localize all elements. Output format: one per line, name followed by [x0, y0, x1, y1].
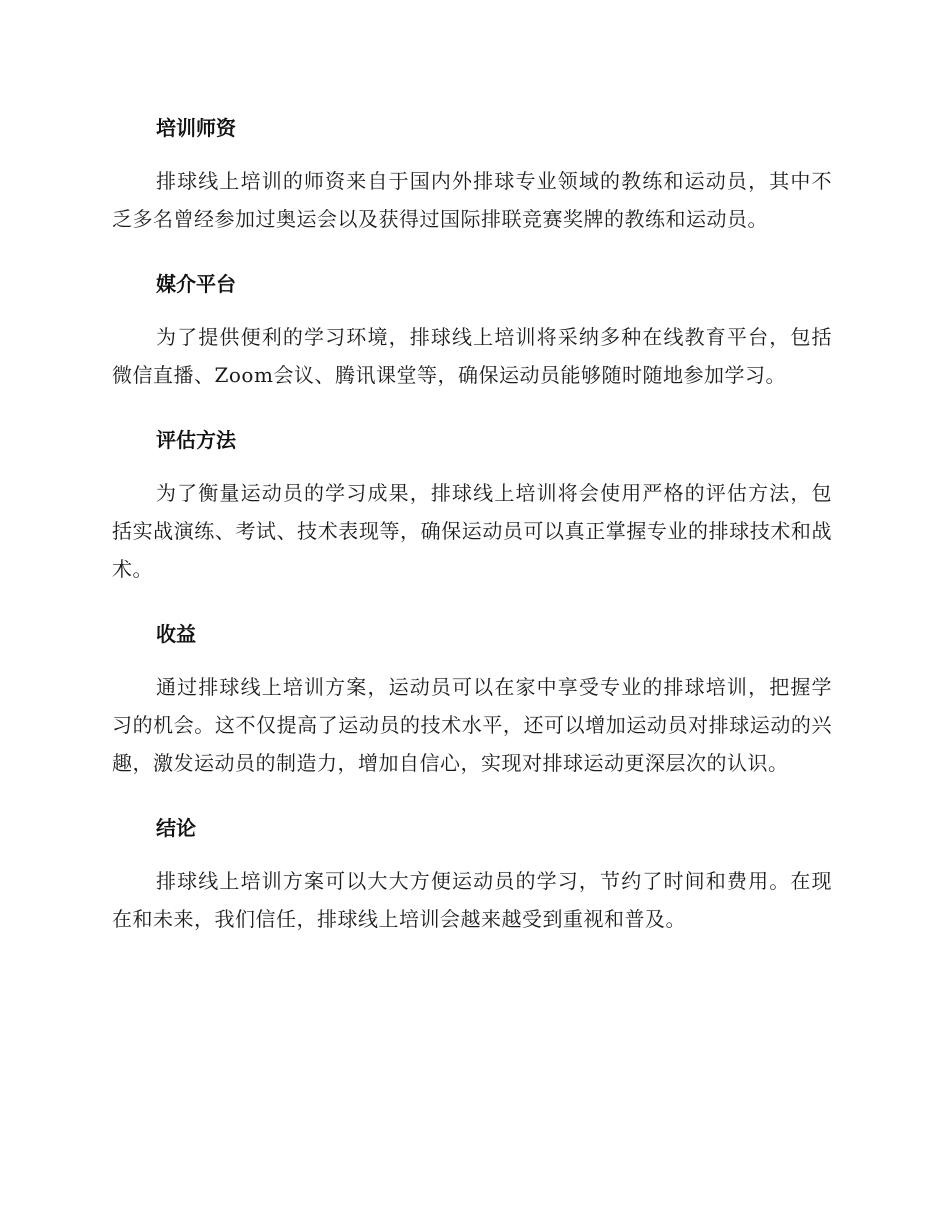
section-teachers	[112, 104, 832, 238]
section-benefits	[112, 610, 832, 782]
section-platform	[112, 260, 832, 394]
section-conclusion	[112, 804, 832, 938]
document-content	[112, 104, 832, 960]
section-paragraph: 排球线上培训的师资来自于国内外排球专业领域的教练和运动员，其中不乏多名曾经参加过奥运会以及获得过国际排联竞赛奖牌的教练和运动员。	[112, 169, 832, 231]
section-paragraph: 通过排球线上培训方案，运动员可以在家中享受专业的排球培训，把握学习的机会。这不仅提高了运动员的技术水平，还可以增加运动员对排球运动的兴趣，激发运动员的制造力，增加自信心，实现对排球运动更深层次的认识。	[112, 675, 832, 775]
section-evaluation	[112, 416, 832, 588]
section-heading: 评估方法	[156, 428, 236, 452]
section-heading: 媒介平台	[156, 272, 236, 296]
section-paragraph: 排球线上培训方案可以大大方便运动员的学习，节约了时间和费用。在现在和未来，我们信任，排球线上培训会越来越受到重视和普及。	[112, 869, 832, 931]
section-paragraph: 为了衡量运动员的学习成果，排球线上培训将会使用严格的评估方法，包括实战演练、考试、技术表现等，确保运动员可以真正掌握专业的排球技术和战术。	[112, 481, 832, 581]
section-heading: 收益	[156, 622, 196, 646]
section-heading: 结论	[156, 816, 196, 840]
section-paragraph: 为了提供便利的学习环境，排球线上培训将采纳多种在线教育平台，包括微信直播、Zoom会议、腾讯课堂等，确保运动员能够随时随地参加学习。	[112, 325, 832, 387]
section-heading: 培训师资	[156, 116, 236, 140]
